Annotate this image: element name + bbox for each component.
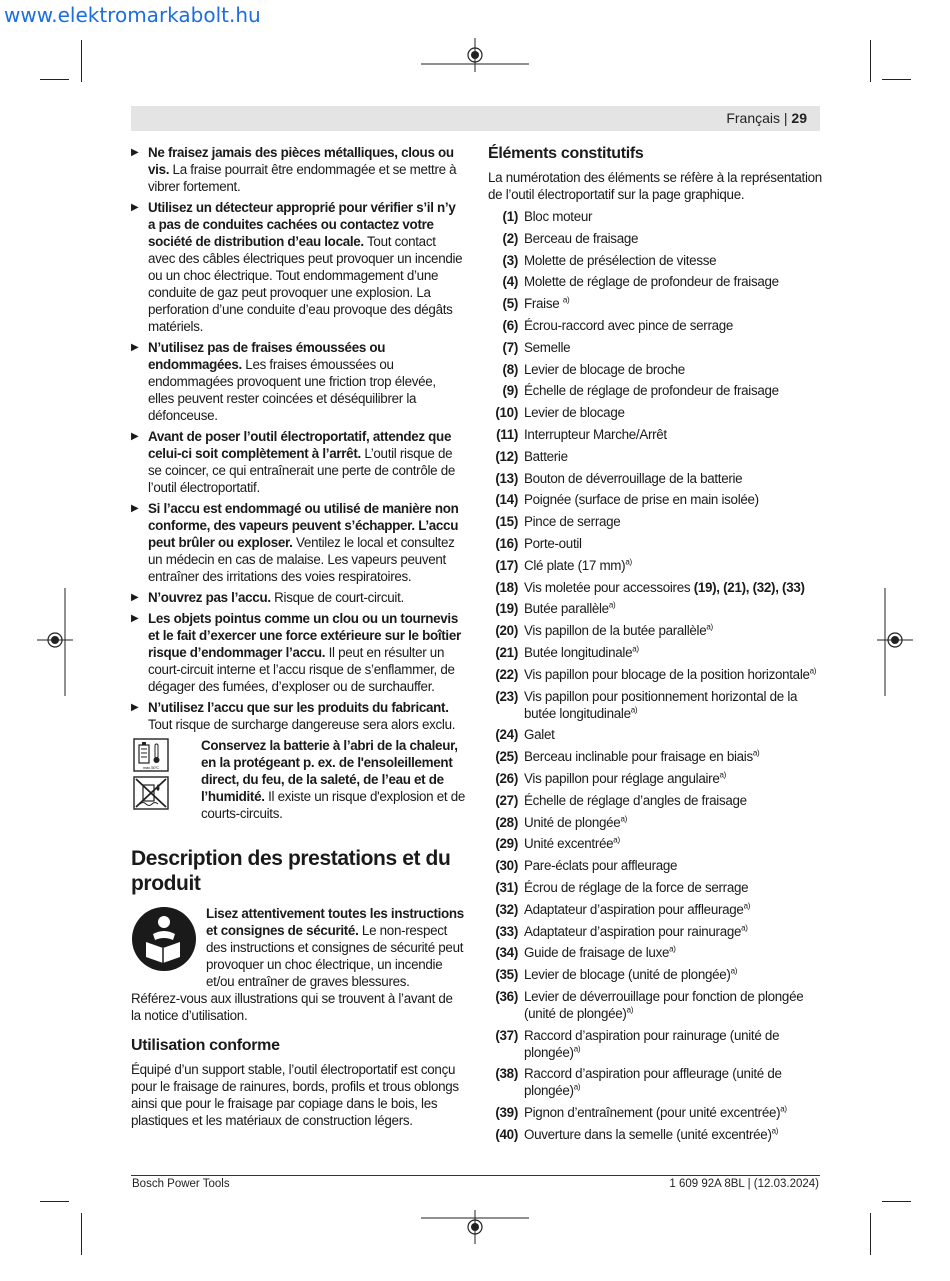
crop-mark [40,79,69,80]
component-item [488,295,823,312]
no-water-fire-icon [133,776,169,810]
footnote-mark: a) [573,1044,581,1054]
footnote-mark: a) [608,600,616,610]
component-item [488,600,823,617]
component-number: (40) [495,1127,518,1143]
component-number: (21) [495,644,518,660]
bullet-arrow-icon: ▶ [131,613,139,624]
crop-mark [81,40,82,82]
component-item [488,513,823,530]
component-label: Levier de blocage (unité de plongée) [524,967,731,983]
component-item [488,1027,823,1061]
crop-mark [81,1213,82,1255]
component-item [488,770,823,787]
registration-mark-icon [37,588,73,696]
component-number: (27) [495,792,518,808]
component-label: Raccord d’aspiration pour affleurage (unité de plongée) [524,1066,782,1099]
component-label: Levier de déverrouillage pour fonction de plongée (unité de plongée) [524,988,804,1021]
component-label: Molette de présélection de vitesse [524,252,717,268]
component-label: Adaptateur d’aspiration pour rainurage [524,923,742,939]
footnote-mark: a) [626,1005,634,1015]
component-number: (36) [495,988,518,1004]
component-label: Pince de serrage [524,514,621,530]
component-number: (28) [495,814,518,830]
component-number: (25) [495,749,518,765]
component-label: Levier de blocage de broche [524,361,685,377]
component-label: Butée longitudinale [524,644,633,660]
component-label: Batterie [524,448,568,464]
component-item [488,382,823,399]
component-item [488,923,823,940]
components-intro: La numérotation des éléments se réfère à la représentation de l’outil électroportatif sur la page graphique. [488,170,822,202]
component-number: (37) [495,1027,518,1043]
heat-warning-icon [133,738,169,772]
component-number: (33) [495,923,518,939]
use-title: Utilisation conforme [131,1037,280,1054]
component-item [488,814,823,831]
crop-mark [870,40,871,82]
component-number: (16) [495,535,518,551]
footnote-mark: a) [741,923,748,933]
component-label: Porte-outil [524,535,582,551]
component-item [488,535,823,552]
component-label: Vis moletée pour accessoires [524,579,694,595]
component-item [488,361,823,378]
component-item [488,688,823,722]
use-text: Équipé d’un support stable, l’outil électroportatif est conçu pour le fraisage de rainures, bords, profils et trous oblongs ainsi que pour le fraisage par copiage dans le bois, les plastiques et les matériaux de construction légers. [131,1062,459,1128]
component-number: (9) [502,383,518,399]
footnote-mark: a) [632,644,639,654]
component-number: (13) [495,470,518,486]
component-label: Guide de fraisage de luxe [524,945,670,961]
footnote-mark: a) [730,966,738,976]
footnote-mark: a) [562,295,570,305]
component-item [488,666,823,683]
component-item [488,448,823,465]
component-number: (31) [495,879,518,895]
component-label: Vis papillon pour blocage de la position horizontale [524,666,810,682]
component-number: (4) [502,274,518,290]
heat-icon-label: max. 50°C [142,765,160,770]
component-label: Unité excentrée [524,836,614,852]
page-number: 29 [791,110,807,126]
component-label: Berceau de fraisage [524,230,639,246]
bullet-arrow-icon: ▶ [131,431,139,442]
read-instructions-notice: Lisez attentivement toutes les instructions et consignes de sécurité. Le non-respect des instructions et consignes de sécurité peut provoquer un choc électrique, un incendie et/ou entraîner de graves blessures. [131,905,465,990]
component-label: Adaptateur d’aspiration pour affleurage [524,901,744,917]
component-item [488,404,823,421]
component-label: Clé plate (17 mm) [524,557,626,573]
components-title: Éléments constitutifs [488,145,644,162]
registration-mark-icon [877,588,913,696]
footnote-mark: a) [630,705,638,715]
component-number: (3) [502,252,518,268]
footnote-mark: a) [573,1083,581,1093]
component-number: (12) [495,448,518,464]
footer-rule [131,1175,820,1176]
component-label: Ouverture dans la semelle (unité excentrée) [524,1127,772,1143]
component-label: Vis papillon pour réglage angulaire [524,770,720,786]
safety-bullet: ▶ N’utilisez l’accu que sur les produits du fabricant. Tout risque de surcharge dangereuse sera alors exclu. [131,700,456,732]
watermark-url[interactable]: www.elektromarkabolt.hu [4,3,261,27]
components-list [488,208,823,1143]
bullet-arrow-icon: ▶ [131,592,139,603]
component-item [488,491,823,508]
crop-mark [882,79,911,80]
component-number: (17) [495,557,518,573]
component-item [488,944,823,961]
component-item [488,792,823,809]
component-number: (2) [502,230,518,246]
component-label: Berceau inclinable pour fraisage en biais [524,749,753,765]
component-item [488,748,823,765]
footnote-mark: a) [625,557,632,567]
component-item [488,901,823,918]
component-label: Pignon d’entraînement (pour unité excentrée) [524,1105,781,1121]
component-label: Écrou de réglage de la force de serrage [524,879,749,895]
section-title: Description des prestations et du produit [131,847,451,895]
footnote-mark: a) [771,1126,779,1136]
component-label: Galet [524,727,555,743]
component-item [488,622,823,639]
footer-brand: Bosch Power Tools [132,1178,230,1190]
component-item [488,317,823,334]
bullet-arrow-icon: ▶ [131,202,139,213]
component-label: Vis papillon pour positionnement horizontal de la butée longitudinale [524,688,798,721]
component-item [488,339,823,356]
footer-docnum: 1 609 92A 8BL | (12.03.2024) [669,1178,819,1190]
component-item [488,579,823,596]
component-number: (5) [502,296,518,312]
component-label: Unité de plongée [524,814,621,830]
component-item [488,879,823,896]
component-item [488,470,823,487]
component-number: (26) [495,770,518,786]
component-label: Poignée (surface de prise en main isolée) [524,492,759,508]
crop-mark [870,1213,871,1255]
component-item [488,557,823,574]
bullet-arrow-icon: ▶ [131,147,139,158]
component-number: (6) [502,317,518,333]
component-refs: (19), (21), (32), (33) [693,579,805,595]
warning-icons [133,738,169,814]
component-item [488,252,823,269]
component-label: Échelle de réglage d’angles de fraisage [524,792,747,808]
safety-bullet: ▶ Utilisez un détecteur approprié pour vérifier s’il n’y a pas de conduites cachées ou contactez votre société de distribution d’eau locale. Tout contact avec des câbles électriques peut provoquer un incendie ou un choc électrique. Tout endommagement d’une conduite de gaz peut provoquer une explosion. La perforation d’une conduite d’eau provoque des dégâts matériels. [131,200,463,334]
bullet-arrow-icon: ▶ [131,702,139,713]
component-label: Bouton de déverrouillage de la batterie [524,470,743,486]
component-item [488,644,823,661]
component-number: (19) [495,601,518,617]
registration-mark-icon [421,1210,529,1244]
header-separator: | [783,110,788,126]
component-label: Pare-éclats pour affleurage [524,858,678,874]
component-number: (23) [495,688,518,704]
component-label: Levier de blocage [524,405,625,421]
component-label: Vis papillon de la butée parallèle [524,623,707,639]
component-item [488,835,823,852]
component-number: (8) [502,361,518,377]
registration-mark-icon [421,38,529,72]
component-label: Interrupteur Marche/Arrêt [524,426,667,442]
footnote-mark: a) [669,944,676,954]
component-label: Raccord d’aspiration pour rainurage (unité de plongée) [524,1027,780,1060]
footnote-mark: a) [752,748,760,758]
safety-bullet: ▶ Ne fraisez jamais des pièces métalliques, clous ou vis. La fraise pourrait être endommagée et se mettre à vibrer fortement. [131,145,457,194]
component-number: (24) [495,727,518,743]
component-number: (10) [495,405,518,421]
component-item [488,1126,823,1143]
component-item [488,208,823,225]
safety-bullet: ▶ Les objets pointus comme un clou ou un tournevis et le fait d’exercer une force extérieure sur le boîtier risque d’endommager l’accu. Il peut en résulter un court-circuit interne et l’accu risque de s’enflammer, de dégager des fumées, d’exploser ou de surchauffer. [131,611,461,694]
component-number: (34) [495,945,518,961]
header-language: Français [726,110,780,126]
component-item [488,966,823,983]
footnote-mark: a) [780,1104,787,1114]
component-number: (18) [495,579,518,595]
component-item [488,1104,823,1121]
component-number: (1) [502,209,518,224]
page-header [726,110,807,126]
safety-bullet: ▶ N’utilisez pas de fraises émoussées ou endommagées. Les fraises émoussées ou endommagées provoquent une friction trop élevée, elles peuvent rester coincées et déséquilibrer la défonceuse. [131,340,436,423]
component-number: (35) [495,967,518,983]
footnote-mark: a) [706,622,713,632]
header-bar [131,106,820,131]
right-column [488,144,823,1148]
footnote-mark: a) [809,666,817,676]
component-label: Bloc moteur [524,209,593,224]
crop-mark [40,1201,69,1202]
safety-bullet: ▶ Si l’accu est endommagé ou utilisé de manière non conforme, des vapeurs peuvent s’échapper. L’accu peut brûler ou exploser. Ventilez le local et consultez un médecin en cas de malaise. Les vapeurs peuvent entraîner des irritations des voies respiratoires. [131,501,459,584]
component-item [488,857,823,874]
refer-text: Référez-vous aux illustrations qui se trouvent à l’avant de la notice d’utilisation. [131,991,453,1023]
footnote-mark: a) [620,814,627,824]
component-item [488,426,823,443]
component-label: Écrou-raccord avec pince de serrage [524,317,734,333]
read-manual-icon [131,906,197,972]
component-number: (22) [495,666,518,682]
component-label: Échelle de réglage de profondeur de fraisage [524,383,779,399]
component-item [488,726,823,743]
component-label: Semelle [524,339,571,355]
component-label: Butée parallèle [524,601,609,617]
battery-warning: max. 50°C Conservez la batterie à l’abri de la chaleur, en la protégeant p. ex. de l'ensoleillement direct, du feu, de la saleté, de l’eau et de l’humidité. Il existe un risque d'explosion et de courts-circuits. [131,737,465,822]
component-label: Molette de réglage de profondeur de fraisage [524,274,779,290]
safety-bullet: ▶ N’ouvrez pas l’accu. Risque de court-circuit. [131,590,404,605]
footnote-mark: a) [613,835,620,845]
bullet-arrow-icon: ▶ [131,342,139,353]
component-item [488,230,823,247]
component-item [488,1065,823,1099]
component-number: (39) [495,1105,518,1121]
bullet-arrow-icon: ▶ [131,503,139,514]
component-number: (32) [495,901,518,917]
safety-bullet: ▶ Avant de poser l’outil électroportatif, attendez que celui-ci soit complètement à l’arrêt. L’outil risque de se coincer, ce qui entraînerait une perte de contrôle de l’outil électroportatif. [131,429,456,495]
footnote-mark: a) [719,770,726,780]
component-number: (30) [495,858,518,874]
component-number: (11) [496,426,518,442]
component-number: (20) [495,623,518,639]
crop-mark [882,1201,911,1202]
component-item [488,273,823,290]
component-number: (15) [495,514,518,530]
left-column [131,144,465,1133]
component-number: (14) [495,492,518,508]
component-item [488,988,823,1022]
component-number: (7) [502,339,518,355]
component-number: (29) [495,836,518,852]
component-label: Fraise [524,296,563,312]
footnote-mark: a) [743,901,751,911]
component-number: (38) [495,1066,518,1082]
